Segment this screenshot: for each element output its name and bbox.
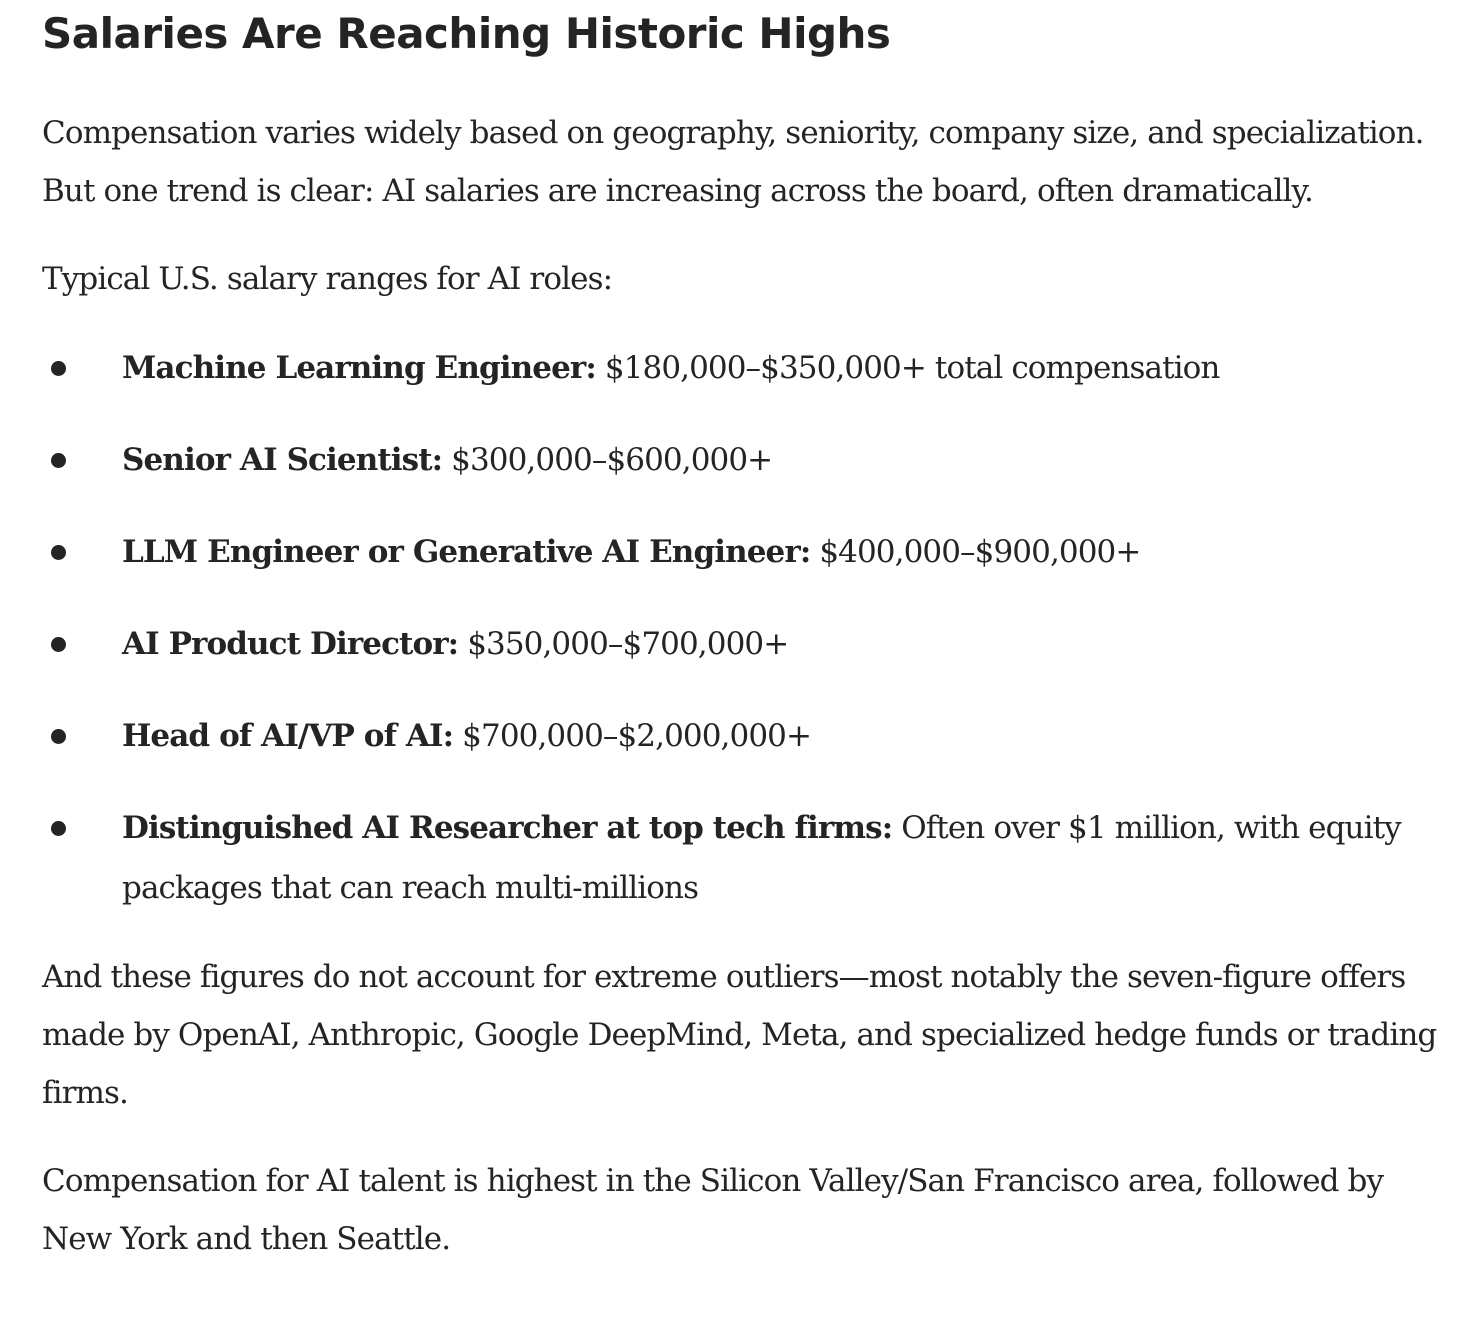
- bullet-icon: [51, 545, 66, 560]
- salary-range: $350,000–$700,000+: [458, 626, 789, 662]
- role-title: AI Product Director:: [122, 626, 459, 662]
- list-item-head-of-ai: [42, 706, 1442, 766]
- role-title: LLM Engineer or Generative AI Engineer:: [122, 534, 811, 570]
- bullet-icon: [51, 821, 66, 836]
- salary-range: Often over $1 million, with equity packages that can reach multi-millions: [122, 810, 1401, 906]
- salary-range: $300,000–$600,000+: [442, 442, 773, 478]
- list-item-ai-product-director: [42, 614, 1442, 674]
- list-item-senior-ai-scientist: [42, 430, 1442, 490]
- list-item-ml-engineer: [42, 338, 1442, 398]
- geography-paragraph: Compensation for AI talent is highest in the Silicon Valley/San Francisco area, followed by New York and then Seattle.: [42, 1163, 1384, 1257]
- list-intro-paragraph: Typical U.S. salary ranges for AI roles:: [42, 261, 613, 297]
- role-title: Head of AI/VP of AI:: [122, 718, 454, 754]
- salary-range: $400,000–$900,000+: [810, 534, 1141, 570]
- article-section: [42, 0, 1442, 1268]
- role-title: Distinguished AI Researcher at top tech firms:: [122, 810, 893, 846]
- bullet-icon: [51, 729, 66, 744]
- salary-range: $180,000–$350,000+ total compensation: [595, 350, 1220, 386]
- list-item-distinguished-researcher: [42, 798, 1442, 918]
- section-heading: Salaries Are Reaching Historic Highs: [42, 9, 891, 58]
- bullet-icon: [51, 361, 66, 376]
- role-title: Senior AI Scientist:: [122, 442, 443, 478]
- salary-range: $700,000–$2,000,000+: [453, 718, 812, 754]
- salary-list: [42, 338, 1442, 918]
- list-item-llm-engineer: [42, 522, 1442, 582]
- bullet-icon: [51, 637, 66, 652]
- outliers-paragraph: And these figures do not account for extreme outliers—most notably the seven-figure offers made by OpenAI, Anthropic, Google DeepMind, Meta, and specialized hedge funds or trading firms.: [42, 959, 1437, 1111]
- role-title: Machine Learning Engineer:: [122, 350, 596, 386]
- intro-paragraph: Compensation varies widely based on geography, seniority, company size, and specialization. But one trend is clear: AI salaries are increasing across the board, often dramatically.: [42, 115, 1424, 209]
- bullet-icon: [51, 453, 66, 468]
